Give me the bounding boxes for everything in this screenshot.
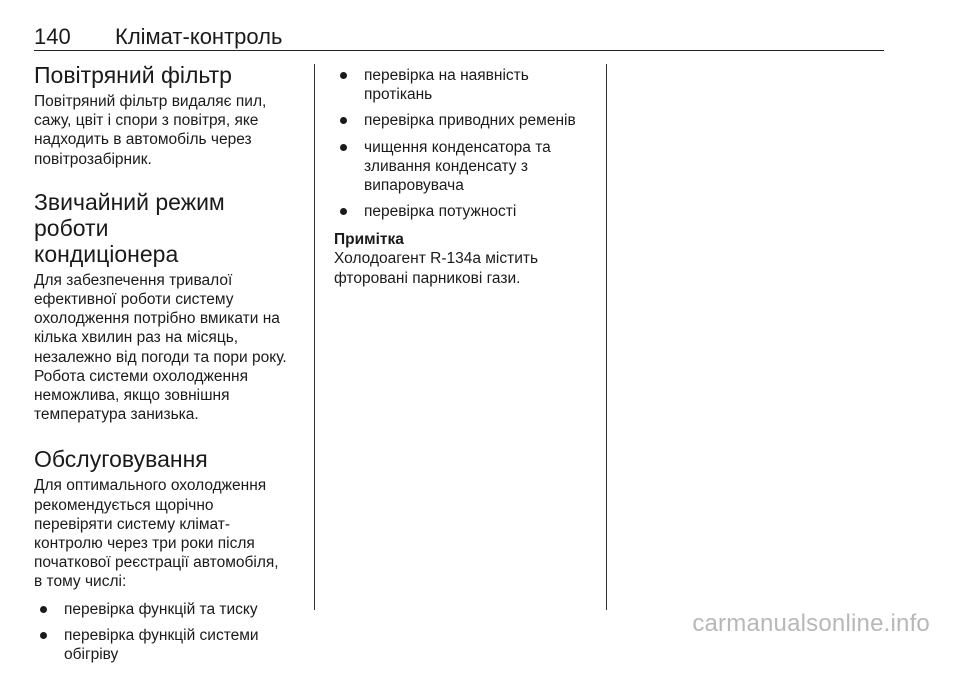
- note-title: Примітка: [334, 231, 404, 249]
- column-divider: [314, 64, 315, 610]
- watermark: carmanualsonline.info: [692, 610, 930, 637]
- list-item: перевірка приводних ременів: [334, 111, 592, 130]
- section-air-filter: [34, 62, 304, 169]
- section-ac-mode: [34, 189, 304, 425]
- section-title: Повітряний фільтр: [34, 62, 232, 88]
- column-2: [334, 66, 592, 288]
- bullet-icon: [340, 208, 347, 215]
- column-1: [34, 62, 304, 686]
- bullet-icon: [340, 144, 347, 151]
- page-header: [34, 24, 884, 51]
- section-title: Звичайний режим роботи кондиціонера: [34, 188, 225, 267]
- section-body: Повітряний фільтр видаляє пил, сажу, цвіт і спори з повітря, яке надходить в автомобіль через повітрозабірник.: [34, 93, 267, 168]
- section-body: Для забезпечення тривалої ефективної роботи систему охолодження потрібно вмикати на кілька хвилин раз на місяць, незалежно від погоди та пори року. Робота системи охолодження неможлива, якщо зовнішня температура занизька.: [34, 271, 287, 424]
- column-divider: [606, 64, 607, 610]
- bullet-icon: [40, 606, 47, 613]
- note-body: Холодоагент R-134a містить фторовані парникові гази.: [334, 250, 539, 287]
- chapter-title: Клімат-контроль: [115, 24, 283, 49]
- page-number: 140: [34, 24, 71, 49]
- bullet-icon: [340, 72, 347, 79]
- section-maintenance: [34, 446, 304, 664]
- list-item: перевірка функцій та тиску: [34, 600, 304, 619]
- list-item: чищення конденсатора та зливання конденсату з випаровувача: [334, 138, 592, 196]
- bullet-list: [334, 66, 592, 221]
- section-body: Для оптимального охолодження рекомендується щорічно перевіряти систему клімат- контролю через три роки після початкової реєстрації автомобіля, в тому числі:: [34, 477, 279, 591]
- bullet-icon: [40, 632, 47, 639]
- list-item: перевірка на наявність протікань: [334, 66, 592, 104]
- bullet-icon: [340, 117, 347, 124]
- section-title: Обслуговування: [34, 446, 208, 473]
- list-item: перевірка потужності: [334, 202, 592, 221]
- bullet-list: [34, 600, 304, 665]
- list-item: перевірка функцій системи обігріву: [34, 626, 304, 664]
